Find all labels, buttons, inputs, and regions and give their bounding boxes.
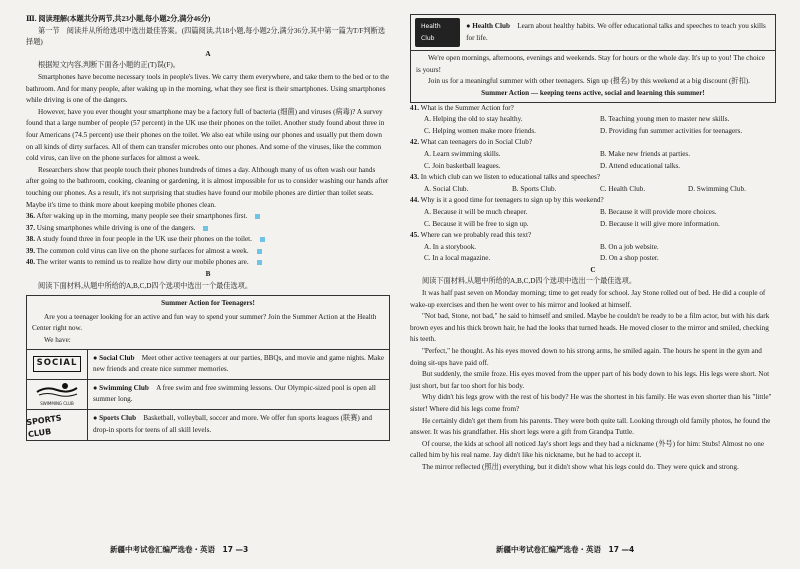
passage-c-paragraph: Of course, the kids at school all noticed Jay's short legs and they had a nickname (外号) for him: Stubs! Almost no one called him by his real name. Jay didn't like his nickname, but he had to accept it.	[410, 439, 765, 460]
mc-question-43: 43. In which club can we listen to educational talks and speeches? A. Social Club. B. Sports Club. C. Health Club. D. Swimming Club.	[410, 172, 776, 195]
social-club-logo: SOCIAL	[27, 350, 88, 379]
box-we-have: We have:	[44, 336, 71, 345]
option: D. On a shop poster.	[600, 254, 659, 263]
club-row-social: SOCIAL ● Social Club Meet other active teenagers at our parties, BBQs, and movie and game nights. Make new friends and create nice summer memories.	[27, 349, 389, 379]
club-row-swimming: SWIMMING CLUB ● Swimming Club A free swim and free swimming lessons. Our Olympic-sized pool is open all summer long.	[27, 379, 389, 410]
answer-mark-icon	[257, 249, 262, 254]
join-text: Join us for a meaningful summer with other teenagers. Sign up (报名) by this weekend at a big discount (折扣).	[428, 77, 750, 86]
option: B. On a job website.	[600, 242, 659, 251]
option: A. Social Club.	[424, 184, 469, 193]
passage-c-paragraph: But suddenly, the smile froze. His eyes moved from the upper part of his body down to his legs. His legs were short. Not just short, but far too short for his body.	[410, 370, 770, 390]
swimming-club-logo: SWIMMING CLUB	[27, 380, 88, 410]
slogan: Summer Action — keeping teens active, social and learning this summer!	[481, 88, 705, 97]
club-name: Health Club	[472, 22, 510, 30]
box-intro: Are you a teenager looking for an active and fun way to spend your summer? Join the Summer Action at the Health Center right now.	[32, 312, 377, 333]
answer-mark-icon	[255, 214, 260, 219]
option: B. Because it will provide more choices.	[600, 207, 717, 216]
passage-c-paragraph: "Perfect," he thought. As his eyes moved down to his strong arms, he smiled again. The hours he spent in the gym and doing sit-ups have paid off.	[410, 347, 762, 367]
part1-intro: 第一节 阅读并从所给选项中选出最佳答案。(四篇阅读,共18小题,每小题2分,满分36分,其中第一篇为T/F判断选择题)	[26, 26, 386, 47]
box-bottom	[410, 51, 776, 102]
option: B. Teaching young men to master new skills.	[600, 115, 730, 124]
option: C. Join basketball leagues.	[424, 161, 501, 170]
club-name: Social Club	[99, 353, 135, 362]
passage-c-instruction: 阅读下面材料,从题中所给的A,B,C,D四个选项中选出一个最佳选项。	[422, 277, 637, 286]
option: D. Providing fun summer activities for teenagers.	[600, 126, 743, 135]
mc-question-42: 42. What can teenagers do in Social Club? A. Learn swimming skills. B. Make new friends at parties. C. Join basketball leagues. D. Attend educational talks.	[410, 137, 776, 172]
club-desc: A free swim and free swimming lessons. Our Olympic-sized pool is open all summer long.	[93, 383, 376, 404]
mc-question-45: 45. Where can we probably read this text? A. In a storybook. B. On a job website. C. In a local magazine. D. On a shop poster.	[410, 230, 776, 265]
left-column	[26, 14, 390, 441]
club-row-sports: SPORTS CLUB ● Sports Club Basketball, volleyball, soccer and more. We offer fun sports leagues (联赛) and drop-in sports for teens of all skill levels.	[27, 409, 389, 439]
passage-c-paragraph: Why didn't his legs grow with the rest of his body? He was the shortest in his family. He was even shorter than his "little" sister! Where did his legs come from?	[410, 393, 772, 413]
mc-question-44: 44. Why is it a good time for teenagers to sign up by this weekend? A. Because it will be much cheaper. B. Because it will provide more choices. C. Because it will be free to sign up. D. Because it will give more information.	[410, 195, 776, 230]
passage-a-paragraph: However, have you ever thought your smartphone may be a factory full of bacteria (细菌) and viruses (病毒)? A survey found that a large number of people (57 percent) in the UK use their phones on the toilet. Another study found about three in four Americans (74.5 percent) use their phones on the toilet. We also eat while using our phones and usually put them down on all kinds of dirty surfaces. All of them can transfer microbes onto our phones. And some of the viruses, like the common cold virus, can live on the phone surfaces for almost a week.	[26, 107, 385, 163]
club-desc: Meet other active teenagers at our parties, BBQs, and movie and game nights. Make new friends and create nice summer memories.	[93, 353, 385, 374]
summer-action-box	[26, 295, 390, 440]
right-footer: 新疆中考试卷汇编严选卷・英语 17 —4	[496, 545, 635, 554]
mc-question-41: 41. What is the Summer Action for? A. Helping the old to stay healthy. B. Teaching young men to master new skills. C. Helping women make more friends. D. Providing fun summer activities for teenagers.	[410, 103, 776, 138]
sports-club-logo: SPORTS CLUB	[27, 410, 88, 439]
passage-a-paragraph: Researchers show that people touch their phones hundreds of times a day. Although many of us often wash our hands after going to the bathroom, cooking, cleaning or gardening, it is almost impossible for us to consider washing our hands after touching our phones. As a result, it's not surprising that studies have found our mobile phones are dirtier than toilet seats. Maybe it's time to think more about keeping mobile phones clean.	[26, 165, 389, 209]
tf-question: 39. The common cold virus can live on the phone surfaces for almost a week.	[26, 246, 390, 258]
option: D. Swimming Club.	[688, 184, 746, 193]
passage-a-label: A	[205, 49, 211, 58]
club-desc: Basketball, volleyball, soccer and more. We offer fun sports leagues (联赛) and drop-in sports for teens of all skill levels.	[93, 414, 372, 434]
option: C. Because it will be free to sign up.	[424, 219, 529, 228]
box-title: Summer Action for Teenagers!	[161, 299, 255, 308]
passage-c-paragraph: The mirror reflected (照出) everything, but it didn't show what his legs could do. They were quick and strong.	[422, 462, 739, 471]
option: A. Helping the old to stay healthy.	[424, 115, 523, 124]
open-text: We're open mornings, afternoons, evenings and weekends. Stay for hours or the whole day. It's up to you! The choice is yours!	[416, 54, 765, 74]
left-footer: 新疆中考试卷汇编严选卷・英语 17 —3	[110, 545, 249, 554]
right-column	[410, 14, 776, 474]
answer-mark-icon	[257, 260, 262, 265]
tf-question: 37. Using smartphones while driving is one of the dangers.	[26, 223, 390, 235]
answer-mark-icon	[203, 226, 208, 231]
option: C. Health Club.	[600, 184, 646, 193]
passage-a-paragraph: Smartphones have become necessary tools in people's lives. We carry them everywhere, and take them to the bed or to the bathroom. And for many people, after waking up in the morning, what they see first is their smartphones. Using smartphones while driving is one of the dangers.	[26, 72, 390, 105]
club-name: Swimming Club	[99, 383, 149, 392]
answer-mark-icon	[260, 237, 265, 242]
option: C. Helping women make more friends.	[424, 126, 536, 135]
passage-c-paragraph: "Not bad, Stone, not bad," he said to himself and smiled. Maybe he couldn't be ready to be a film actor, but with his dark brown eyes and his thick brown hair, he had the looks that turned heads. He moved closer to the mirror and smiled, checking his teeth.	[410, 312, 770, 344]
passage-a-instruction: 根据短文内容,判断下面各小题的正(T)误(F)。	[38, 61, 180, 70]
passage-c-label: C	[590, 265, 596, 274]
option: D. Because it will give more information.	[600, 219, 720, 228]
option: C. In a local magazine.	[424, 254, 491, 263]
health-club-logo: Health Club	[415, 18, 460, 47]
option: A. In a storybook.	[424, 242, 477, 251]
passage-b-instruction: 阅读下面材料,从题中所给的A,B,C,D四个选项中选出一个最佳选项。	[38, 281, 253, 290]
club-name: Sports Club	[99, 414, 137, 423]
option: B. Make new friends at parties.	[600, 149, 691, 158]
section-title: Ⅲ. 阅读理解(本题共分两节,共23小题,每小题2分,满分46分)	[26, 15, 211, 23]
swimmer-icon	[35, 380, 79, 398]
tf-question: 40. The writer wants to remind us to realize how dirty our mobile phones are.	[26, 257, 390, 269]
passage-c-paragraph: It was half past seven on Monday morning; time to get ready for school. Jay Stone rolled out of bed. He did a couple of wake-up exercises and then he went over to his mirror and looked at himself.	[410, 289, 766, 309]
option: D. Attend educational talks.	[600, 161, 681, 170]
health-club-row: Health Club ● Health Club Learn about healthy habits. We offer educational talks and speeches to teach you skills for life.	[410, 14, 776, 51]
tf-question-list	[26, 211, 390, 269]
option: A. Because it will be much cheaper.	[424, 207, 528, 216]
option: A. Learn swimming skills.	[424, 149, 501, 158]
club-desc: Learn about healthy habits. We offer educational talks and speeches to teach you skills for life.	[466, 22, 766, 42]
tf-question: 36. After waking up in the morning, many people see their smartphones first.	[26, 211, 390, 223]
passage-b-label: B	[205, 270, 211, 279]
tf-question: 38. A study found three in four people in the UK use their phones on the toilet.	[26, 234, 390, 246]
passage-c-paragraph: He certainly didn't get them from his parents. They were both quite tall. Looking through old family photos, he found the answer. It was his grandfather. His short legs were a gift from Grandpa Tuttle.	[410, 416, 771, 437]
option: B. Sports Club.	[512, 184, 557, 193]
